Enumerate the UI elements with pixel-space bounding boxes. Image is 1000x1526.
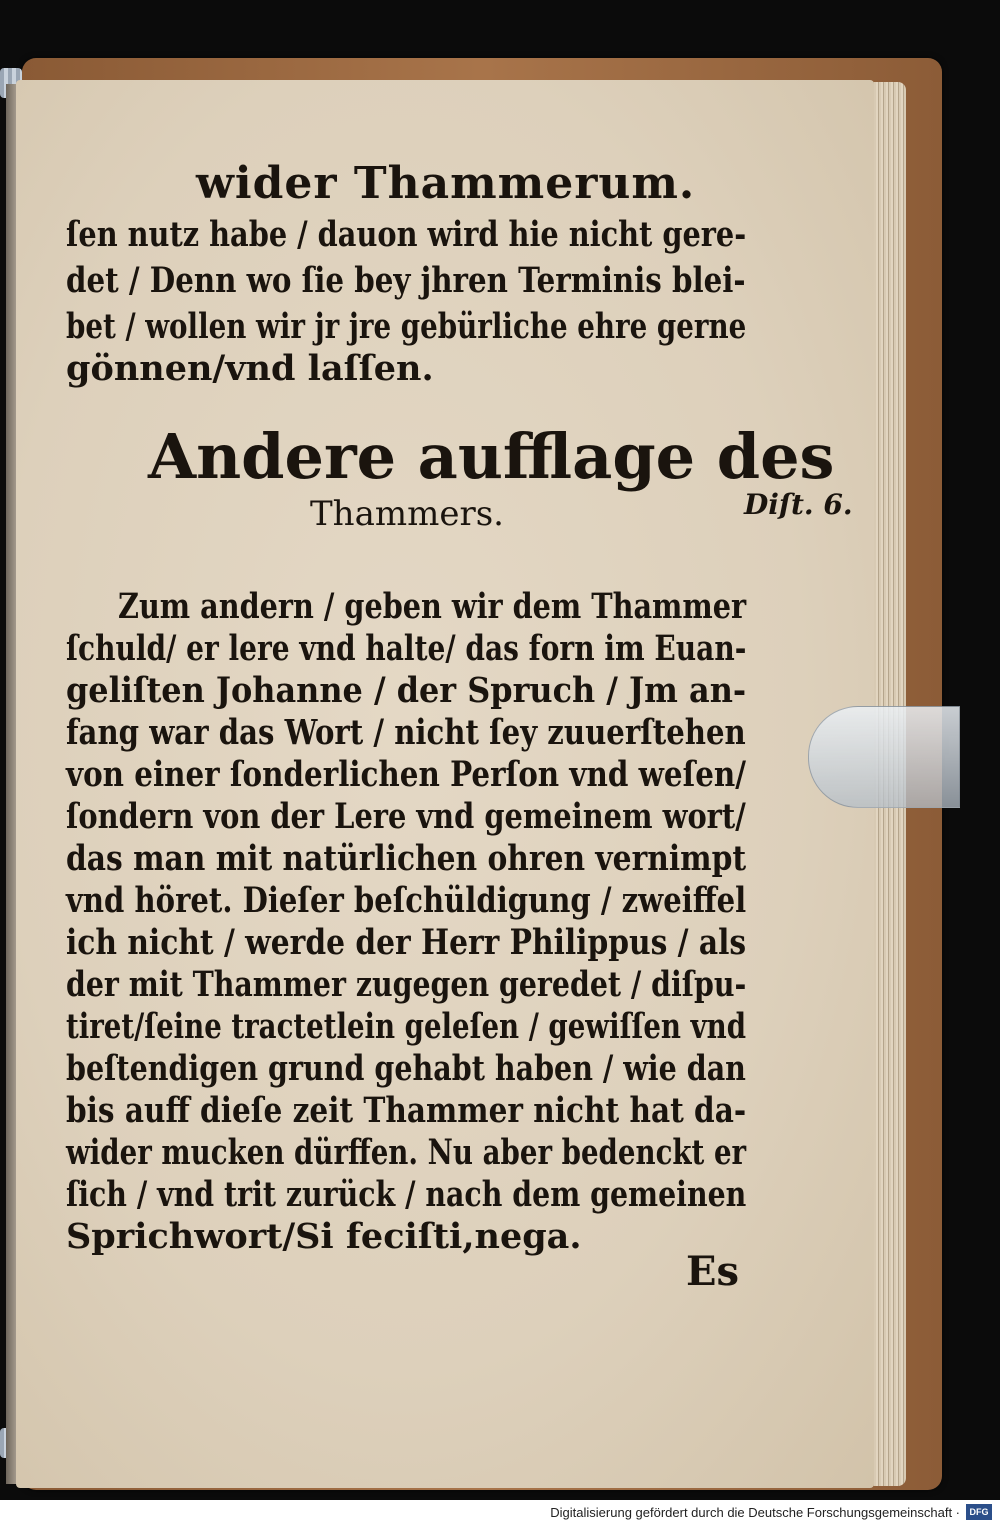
section-heading: Andere aufflage des [148, 420, 835, 493]
text-line: bis auff dieſe zeit Thammer nicht hat da- [66, 1090, 747, 1131]
text-line: der mit Thammer zugegen geredet / diſpu- [66, 964, 747, 1005]
text-line: fang war das Wort / nicht ſey zuuerſtehen [66, 712, 746, 753]
margin-note: Diſt. 6. [744, 488, 853, 521]
text-line: ſich / vnd trit zurück / nach dem gemeinen [66, 1174, 747, 1215]
text-line: ſondern von der Lere vnd gemeinem wort/ [66, 796, 746, 837]
text-line: wider mucken dürffen. Nu aber bedenckt er [66, 1132, 747, 1173]
text-line: bet / wollen wir jr jre gebürliche ehre gerne [66, 306, 747, 347]
text-line: det / Denn wo ſie bey jhren Terminis blei- [66, 260, 746, 301]
text-line: von einer ſonderlichen Perſon vnd weſen/ [66, 754, 747, 795]
text-line: ich nicht / werde der Herr Philippus / als [66, 922, 747, 963]
dfg-logo[interactable]: DFG [966, 1504, 992, 1520]
running-head: wider Thammerum. [196, 158, 696, 209]
footer-credit: Digitalisierung gefördert durch die Deutsche Forschungsgemeinschaft · [550, 1505, 960, 1520]
text-line: Zum andern / geben wir dem Thammer [118, 586, 747, 627]
text-line: ſen nutz habe / dauon wird hie nicht gere- [66, 214, 747, 255]
text-line: geliſten Johanne / der Spruch / Jm an- [66, 670, 747, 711]
footer-bar [0, 1500, 1000, 1526]
text-line: beſtendigen grund gehabt haben / wie dan [66, 1048, 746, 1089]
section-subheading: Thammers. [310, 494, 504, 534]
bookmark-clip [808, 706, 960, 808]
catchword: Es [686, 1248, 740, 1295]
text-line: das man mit natürlichen ohren vernimpt [66, 838, 747, 879]
text-line: tiret/ſeine tractetlein geleſen / gewiſſen vnd [66, 1006, 746, 1047]
text-line: vnd höret. Dieſer beſchüldigung / zweiffel [66, 880, 747, 921]
text-line: gönnen/vnd laſſen. [66, 348, 434, 389]
text-line: ſchuld/ er lere vnd halte/ das forn im Euan- [66, 628, 747, 669]
text-line: Sprichwort/Si feciſti,nega. [66, 1216, 582, 1257]
